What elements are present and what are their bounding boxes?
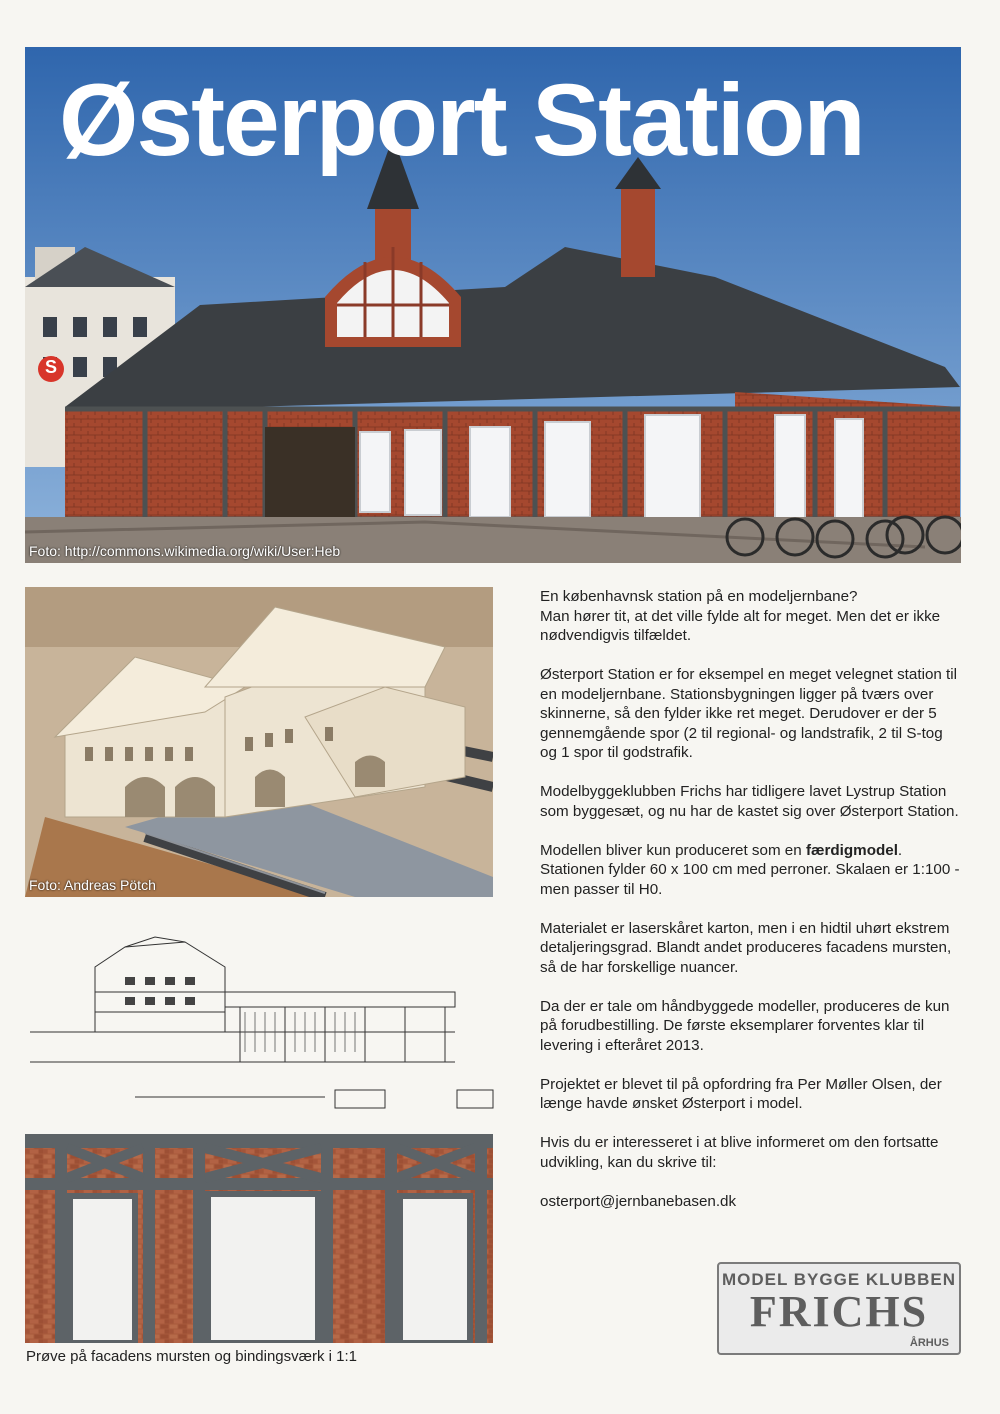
article-paragraph-4 <box>540 841 960 900</box>
article-question: En københavnsk station på en modeljernbane? <box>540 588 858 605</box>
frichs-logo <box>717 1262 961 1355</box>
article-paragraph-8: Hvis du er interesseret i at blive informeret om den fortsatte udvikling, kan du skrive til: <box>540 1134 939 1171</box>
logo-main-text: FRICHS <box>749 1287 929 1336</box>
article-intro-text: Man hører tit, at det ville fylde alt for meget. Men det er ikke nødvendigvis tilfældet. <box>540 607 941 644</box>
facade-caption: Prøve på facadens mursten og bindingsværk i 1:1 <box>26 1348 358 1365</box>
hero-photo <box>25 47 961 563</box>
p4-end: . Stationen fylder 60 x 100 cm med perroner. Skalaen er 1:100 - men passer til H0. <box>540 841 960 898</box>
article-paragraph-3: Modelbyggeklubben Frichs har tidligere lavet Lystrup Station som byggesæt, og nu har de kastet sig over Østerport Station. <box>540 783 959 820</box>
facade-brick-pattern <box>25 1134 493 1343</box>
model-illustration <box>25 587 493 897</box>
elevation-sketch <box>25 932 495 1110</box>
logo-top-text: MODEL BYGGE KLUBBEN <box>721 1270 957 1289</box>
model-photo <box>25 587 493 897</box>
s-train-sign: S <box>44 357 57 377</box>
p4-bold-term: færdigmodel <box>805 841 898 859</box>
page-title: Østerport Station <box>59 63 864 177</box>
contact-email[interactable]: osterport@jernbanebasen.dk <box>540 1192 737 1210</box>
elevation-drawing <box>25 932 495 1110</box>
article-paragraph-7: Projektet er blevet til på opfordring fra Per Møller Olsen, der længe havde ønsket Østerport i model. <box>540 1075 942 1112</box>
article-paragraph-2: Østerport Station er for eksempel en meget velegnet station til en modeljernbane. Stationsbygningen ligger på tværs over skinnerne, så den fylder ikke ret meget. Derudover er der 5 gennemgående spor (2 til regional- og landstrafik, 2 til S-tog og 1 spor til godstrafik. <box>540 666 958 761</box>
article-intro <box>540 587 960 646</box>
p4-start: Modellen bliver kun produceret som en <box>540 841 806 859</box>
hero-photo-credit: Foto: http://commons.wikimedia.org/wiki/User:Heb <box>29 543 341 559</box>
article-paragraph-5: Materialet er laserskåret karton, men i en hidtil uhørt ekstrem detaljeringsgrad. Blandt andet produceres facadens mursten, så de har forskellige nuancer. <box>540 919 952 976</box>
logo-sub-text: ÅRHUS <box>909 1337 949 1349</box>
facade-sample <box>25 1134 493 1343</box>
article-body <box>540 587 960 1231</box>
article-paragraph-6: Da der er tale om håndbyggede modeller, produceres de kun på forudbestilling. De første eksemplarer forventes klar til levering i efteråret 2013. <box>540 997 950 1054</box>
model-photo-credit: Foto: Andreas Pötch <box>29 877 156 893</box>
